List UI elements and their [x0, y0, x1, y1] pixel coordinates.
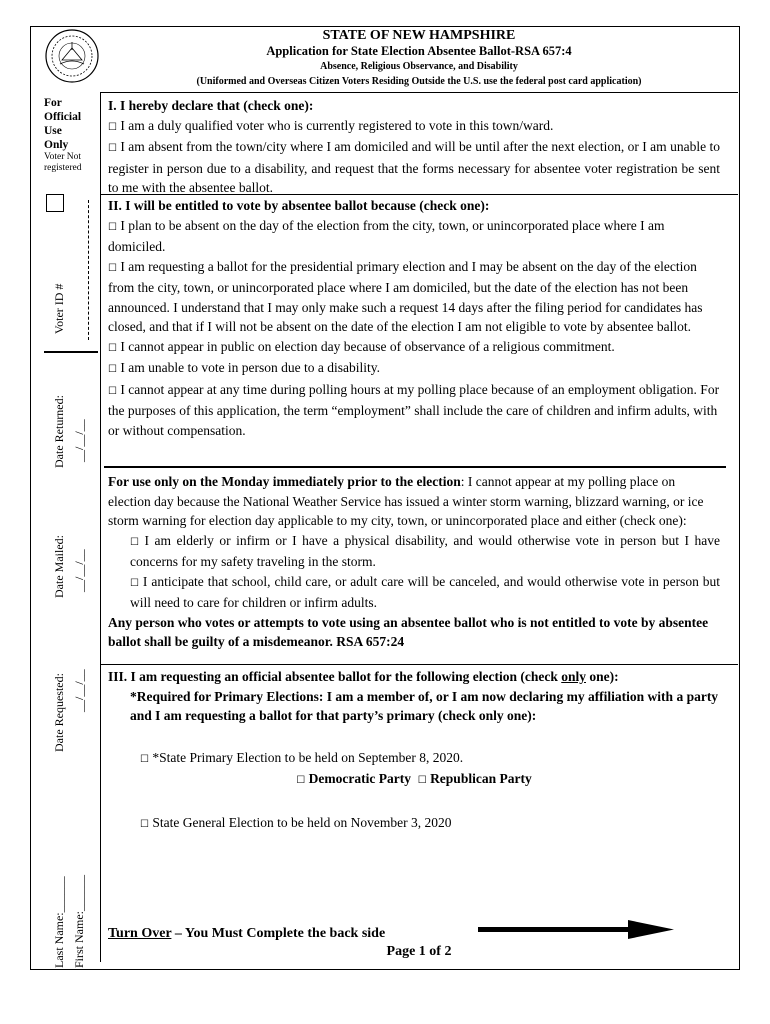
voter-id-field[interactable] — [88, 200, 90, 340]
section-1-option-1: I am a duly qualified voter who is currently registered to vote in this town/ward. — [120, 117, 554, 133]
date-returned-field[interactable]: __/__/__ — [72, 419, 86, 462]
section-2-option-2: I am requesting a ballot for the presidential primary election and I may be absent on the day of the election from the city, town, or unincorporated place where I am domiciled, but the date of the election has not been announced. I understand that I may only make such a request 14 days after the filing period for candidates has closed, and that if I will not be absent on the date of the election I am not eligible to vote by absentee ballot. — [108, 258, 703, 334]
monday-lead: For use only on the Monday immediately prior to the election — [108, 474, 461, 489]
monday-section — [108, 472, 720, 652]
checkbox-icon[interactable]: ☐ — [140, 818, 149, 830]
section-1 — [108, 96, 720, 198]
form-subtitle: Application for State Election Absentee Ballot-RSA 657:4 — [266, 44, 572, 58]
date-requested-label: Date Requested: — [52, 673, 66, 752]
form-title: STATE OF NEW HAMPSHIRE — [322, 28, 516, 43]
state-seal-icon — [44, 28, 100, 84]
date-returned-label: Date Returned: — [52, 395, 66, 468]
section-2-heading: II. I will be entitled to vote by absentee ballot because (check one): — [108, 198, 490, 213]
last-name-field[interactable]: Last Name:______ — [52, 876, 66, 968]
monday-option-1: I am elderly or infirm or I have a physical disability, and would otherwise vote in person but I have concerns for my safety traveling in the storm. — [130, 532, 720, 569]
checkbox-icon[interactable]: ☐ — [108, 262, 117, 274]
misdemeanor-warning: Any person who votes or attempts to vote using an absentee ballot who is not entitled to vote by absentee ballot shall be guilty of a misdemeanor. RSA 657:24 — [108, 614, 709, 649]
state-general-option: State General Election to be held on November 3, 2020 — [152, 814, 452, 830]
section-2-option-4: I am unable to vote in person due to a disability. — [120, 360, 381, 375]
checkbox-icon[interactable]: ☐ — [130, 536, 139, 548]
right-arrow-icon — [478, 918, 678, 942]
section3-rule — [100, 664, 738, 665]
section-2-option-3: I cannot appear in public on election day because of observance of a religious commitment. — [120, 338, 615, 354]
date-requested-field[interactable]: __/__/__ — [72, 669, 86, 712]
checkbox-icon[interactable]: ☐ — [108, 385, 117, 397]
official-use-label: For Official Use Only Voter Not registered — [44, 97, 82, 173]
voter-id-label: Voter ID # — [52, 283, 66, 334]
section-3 — [108, 667, 720, 834]
checkbox-icon[interactable]: ☐ — [417, 775, 427, 786]
democratic-party-option: Democratic Party — [308, 771, 411, 786]
section-2-option-5: I cannot appear at any time during polling hours at my polling place because of an employment obligation. For the purposes of this application, the term “employment” shall include the care of children and infirm adults, with or without compensation. — [108, 381, 720, 438]
voter-not-registered-checkbox[interactable] — [46, 194, 64, 212]
section-1-option-2: I am absent from the town/city where I am domiciled and will be until after the next election, or I am unable to register in person due to a disability, and request that the forms necessary for absentee voter registration be sent to me with the absentee ballot. — [108, 139, 720, 195]
sidebar-divider — [100, 92, 101, 962]
checkbox-icon[interactable]: ☐ — [108, 143, 117, 154]
monday-option-2: I anticipate that school, child care, or adult care will be canceled, and would otherwise vote in person but will need to care for children or infirm adults. — [130, 573, 721, 610]
page-number: Page 1 of 2 — [386, 944, 452, 959]
checkbox-icon[interactable]: ☐ — [108, 221, 117, 233]
checkbox-icon[interactable]: ☐ — [108, 121, 117, 133]
first-name-field[interactable]: First Name:______ — [72, 875, 86, 968]
state-primary-option: *State Primary Election to be held on September 8, 2020. — [152, 749, 464, 765]
monday-text: : I cannot appear at my polling place on election day because the National Weather Service has issued a winter storm warning, blizzard warning, or ice storm warning for election day applicable to my city, town, or unincorporated place and either (check one): — [108, 474, 704, 528]
checkbox-icon[interactable]: ☐ — [108, 342, 117, 354]
date-mailed-label: Date Mailed: — [52, 535, 66, 598]
form-note: (Uniformed and Overseas Citizen Voters Residing Outside the U.S. use the federal post card application) — [196, 76, 642, 87]
turn-over-note: Turn Over – You Must Complete the back side — [108, 926, 386, 941]
date-mailed-field[interactable]: __/__/__ — [72, 549, 86, 592]
primary-requirement: *Required for Primary Elections: I am a member of, or I am now declaring my affiliation with a party and I am requesting a ballot for that party’s primary (check only one): — [130, 688, 719, 723]
form-scope: Absence, Religious Observance, and Disability — [320, 61, 518, 72]
checkbox-icon[interactable]: ☐ — [296, 775, 306, 786]
section-2-option-1: I plan to be absent on the day of the election from the city, town, or unincorporated place where I am domiciled. — [108, 217, 665, 254]
section-3-heading: III. I am requesting an official absentee ballot for the following election (check only one): — [108, 669, 619, 684]
checkbox-icon[interactable]: ☐ — [130, 577, 139, 589]
checkbox-icon[interactable]: ☐ — [140, 753, 149, 765]
sidebar-rule — [44, 351, 98, 353]
party-options — [108, 769, 720, 791]
checkbox-icon[interactable]: ☐ — [108, 364, 117, 375]
section-2 — [108, 196, 720, 440]
monday-rule — [104, 466, 726, 468]
header-rule — [100, 92, 738, 93]
section-1-heading: I. I hereby declare that (check one): — [108, 98, 314, 113]
republican-party-option: Republican Party — [430, 771, 532, 786]
